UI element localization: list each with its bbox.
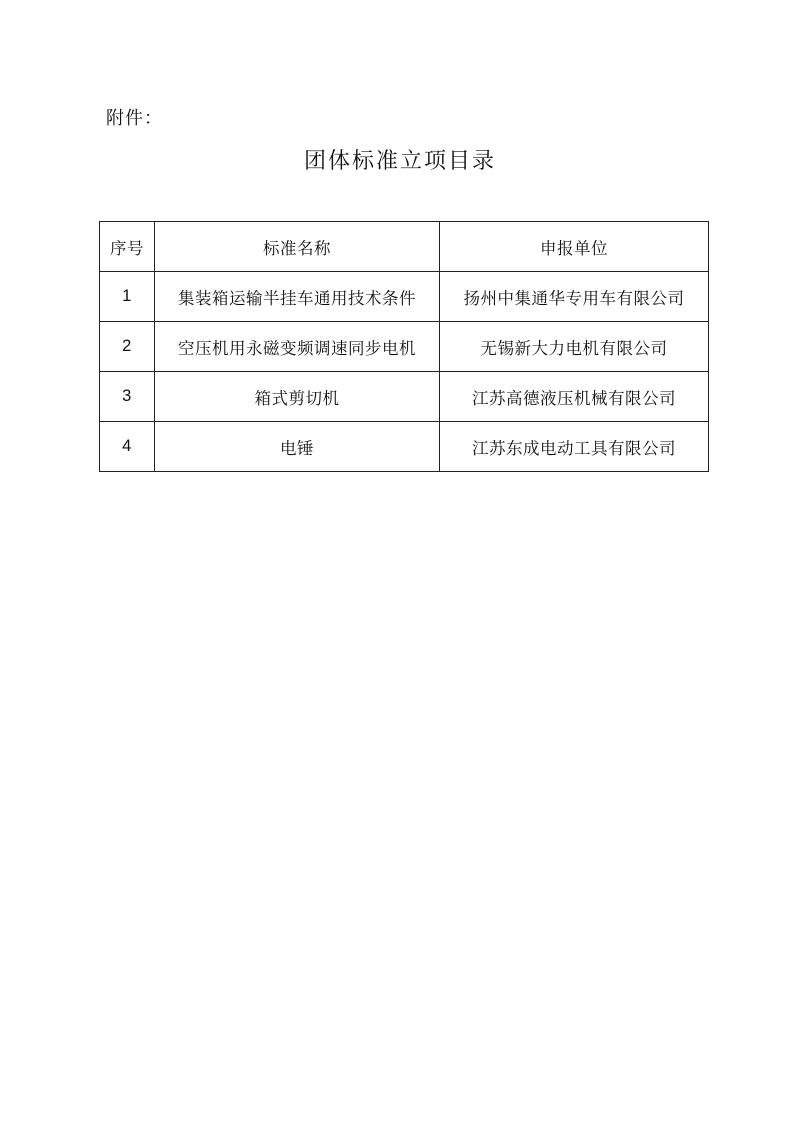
row-applicant-unit: 无锡新大力电机有限公司 bbox=[440, 322, 709, 372]
row-standard-name: 箱式剪切机 bbox=[155, 372, 440, 422]
table-row bbox=[100, 322, 709, 372]
row-serial-number: 1 bbox=[100, 272, 155, 322]
row-standard-name: 集装箱运输半挂车通用技术条件 bbox=[155, 272, 440, 322]
table-row bbox=[100, 422, 709, 472]
row-applicant-unit: 江苏东成电动工具有限公司 bbox=[440, 422, 709, 472]
table-header-row bbox=[100, 222, 709, 272]
attachment-label: 附件： bbox=[106, 108, 163, 129]
header-applicant-unit: 申报单位 bbox=[440, 222, 709, 272]
header-serial-number: 序号 bbox=[100, 222, 155, 272]
row-standard-name: 空压机用永磁变频调速同步电机 bbox=[155, 322, 440, 372]
row-applicant-unit: 扬州中集通华专用车有限公司 bbox=[440, 272, 709, 322]
table-row bbox=[100, 272, 709, 322]
table-row bbox=[100, 372, 709, 422]
row-serial-number: 4 bbox=[100, 422, 155, 472]
row-applicant-unit: 江苏高德液压机械有限公司 bbox=[440, 372, 709, 422]
row-serial-number: 3 bbox=[100, 372, 155, 422]
standards-catalog-table bbox=[99, 221, 709, 472]
header-standard-name: 标准名称 bbox=[155, 222, 440, 272]
document-title: 团体标准立项目录 bbox=[303, 149, 496, 174]
row-standard-name: 电锤 bbox=[155, 422, 440, 472]
row-serial-number: 2 bbox=[100, 322, 155, 372]
